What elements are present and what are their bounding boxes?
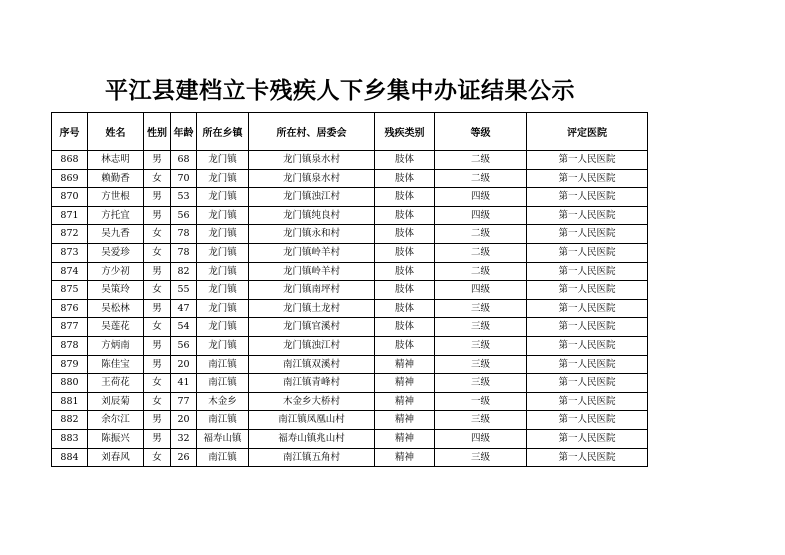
village-cell: 龙门镇浊江村 (249, 336, 375, 355)
disability-type-cell: 肢体 (375, 188, 435, 207)
serial-cell: 884 (52, 448, 88, 467)
disability-type-cell: 肢体 (375, 243, 435, 262)
serial-cell: 868 (52, 151, 88, 170)
hospital-cell: 第一人民医院 (527, 318, 648, 337)
grade-cell: 二级 (435, 262, 527, 281)
grade-cell: 三级 (435, 448, 527, 467)
age-cell: 78 (171, 243, 197, 262)
table-row (52, 411, 648, 430)
age-cell: 53 (171, 188, 197, 207)
hospital-cell: 第一人民医院 (527, 151, 648, 170)
disability-type-cell: 肢体 (375, 299, 435, 318)
serial-cell: 883 (52, 429, 88, 448)
hospital-cell: 第一人民医院 (527, 392, 648, 411)
grade-cell: 四级 (435, 281, 527, 300)
column-header-disability-type: 残疾类别 (375, 113, 435, 151)
age-cell: 78 (171, 225, 197, 244)
gender-cell: 女 (144, 392, 171, 411)
township-cell: 龙门镇 (197, 243, 249, 262)
serial-cell: 873 (52, 243, 88, 262)
hospital-cell: 第一人民医院 (527, 243, 648, 262)
disability-type-cell: 肢体 (375, 169, 435, 188)
table-row (52, 318, 648, 337)
township-cell: 南江镇 (197, 448, 249, 467)
hospital-cell: 第一人民医院 (527, 281, 648, 300)
township-cell: 龙门镇 (197, 151, 249, 170)
township-cell: 福寿山镇 (197, 429, 249, 448)
disability-type-cell: 肢体 (375, 225, 435, 244)
grade-cell: 三级 (435, 355, 527, 374)
table-body (52, 151, 648, 467)
name-cell: 赖勤香 (88, 169, 144, 188)
disability-type-cell: 肢体 (375, 262, 435, 281)
village-cell: 龙门镇泉水村 (249, 151, 375, 170)
gender-cell: 男 (144, 262, 171, 281)
age-cell: 56 (171, 206, 197, 225)
page-title: 平江县建档立卡残疾人下乡集中办证结果公示 (105, 78, 575, 104)
disability-type-cell: 精神 (375, 429, 435, 448)
column-header-grade: 等级 (435, 113, 527, 151)
age-cell: 26 (171, 448, 197, 467)
age-cell: 41 (171, 374, 197, 393)
name-cell: 王荷花 (88, 374, 144, 393)
township-cell: 龙门镇 (197, 225, 249, 244)
column-header-gender: 性别 (144, 113, 171, 151)
township-cell: 龙门镇 (197, 188, 249, 207)
name-cell: 方世根 (88, 188, 144, 207)
grade-cell: 二级 (435, 151, 527, 170)
table-row (52, 188, 648, 207)
hospital-cell: 第一人民医院 (527, 299, 648, 318)
gender-cell: 女 (144, 243, 171, 262)
gender-cell: 男 (144, 336, 171, 355)
gender-cell: 男 (144, 188, 171, 207)
village-cell: 龙门镇纯良村 (249, 206, 375, 225)
hospital-cell: 第一人民医院 (527, 429, 648, 448)
table-row (52, 169, 648, 188)
hospital-cell: 第一人民医院 (527, 355, 648, 374)
age-cell: 54 (171, 318, 197, 337)
name-cell: 吴莲花 (88, 318, 144, 337)
village-cell: 龙门镇岭羊村 (249, 243, 375, 262)
serial-cell: 878 (52, 336, 88, 355)
column-header-name: 姓名 (88, 113, 144, 151)
gender-cell: 女 (144, 169, 171, 188)
hospital-cell: 第一人民医院 (527, 188, 648, 207)
table-row (52, 336, 648, 355)
table-row (52, 355, 648, 374)
table-row (52, 299, 648, 318)
grade-cell: 二级 (435, 225, 527, 244)
grade-cell: 四级 (435, 429, 527, 448)
age-cell: 20 (171, 355, 197, 374)
village-cell: 龙门镇土龙村 (249, 299, 375, 318)
township-cell: 南江镇 (197, 411, 249, 430)
serial-cell: 876 (52, 299, 88, 318)
township-cell: 龙门镇 (197, 206, 249, 225)
table-row (52, 262, 648, 281)
grade-cell: 一级 (435, 392, 527, 411)
gender-cell: 女 (144, 374, 171, 393)
hospital-cell: 第一人民医院 (527, 206, 648, 225)
table-row (52, 243, 648, 262)
table-row (52, 281, 648, 300)
gender-cell: 男 (144, 355, 171, 374)
table-row (52, 392, 648, 411)
serial-cell: 869 (52, 169, 88, 188)
grade-cell: 三级 (435, 411, 527, 430)
age-cell: 77 (171, 392, 197, 411)
township-cell: 南江镇 (197, 374, 249, 393)
gender-cell: 男 (144, 411, 171, 430)
name-cell: 吴松林 (88, 299, 144, 318)
name-cell: 吴九香 (88, 225, 144, 244)
disability-type-cell: 肢体 (375, 336, 435, 355)
gender-cell: 女 (144, 318, 171, 337)
village-cell: 福寿山镇兆山村 (249, 429, 375, 448)
gender-cell: 女 (144, 448, 171, 467)
table-row (52, 429, 648, 448)
village-cell: 南江镇五角村 (249, 448, 375, 467)
age-cell: 68 (171, 151, 197, 170)
disability-type-cell: 肢体 (375, 151, 435, 170)
name-cell: 吴爱珍 (88, 243, 144, 262)
grade-cell: 四级 (435, 206, 527, 225)
column-header-age: 年龄 (171, 113, 197, 151)
disability-type-cell: 肢体 (375, 206, 435, 225)
village-cell: 龙门镇浊江村 (249, 188, 375, 207)
column-header-township: 所在乡镇 (197, 113, 249, 151)
hospital-cell: 第一人民医院 (527, 169, 648, 188)
column-header-hospital: 评定医院 (527, 113, 648, 151)
township-cell: 龙门镇 (197, 262, 249, 281)
village-cell: 龙门镇泉水村 (249, 169, 375, 188)
gender-cell: 女 (144, 281, 171, 300)
disability-type-cell: 精神 (375, 374, 435, 393)
column-header-serial: 序号 (52, 113, 88, 151)
serial-cell: 882 (52, 411, 88, 430)
hospital-cell: 第一人民医院 (527, 225, 648, 244)
village-cell: 龙门镇南坪村 (249, 281, 375, 300)
serial-cell: 870 (52, 188, 88, 207)
gender-cell: 男 (144, 151, 171, 170)
age-cell: 32 (171, 429, 197, 448)
village-cell: 南江镇凤凰山村 (249, 411, 375, 430)
serial-cell: 872 (52, 225, 88, 244)
serial-cell: 874 (52, 262, 88, 281)
age-cell: 20 (171, 411, 197, 430)
table-header-row (52, 113, 648, 151)
village-cell: 龙门镇岭羊村 (249, 262, 375, 281)
serial-cell: 871 (52, 206, 88, 225)
village-cell: 南江镇青峰村 (249, 374, 375, 393)
gender-cell: 男 (144, 429, 171, 448)
village-cell: 龙门镇官溪村 (249, 318, 375, 337)
township-cell: 龙门镇 (197, 336, 249, 355)
disability-type-cell: 精神 (375, 411, 435, 430)
table-row (52, 374, 648, 393)
results-table (51, 112, 648, 467)
age-cell: 56 (171, 336, 197, 355)
township-cell: 龙门镇 (197, 169, 249, 188)
disability-type-cell: 精神 (375, 355, 435, 374)
name-cell: 陈佳宝 (88, 355, 144, 374)
name-cell: 方炳南 (88, 336, 144, 355)
serial-cell: 875 (52, 281, 88, 300)
gender-cell: 男 (144, 206, 171, 225)
name-cell: 刘春风 (88, 448, 144, 467)
grade-cell: 四级 (435, 188, 527, 207)
name-cell: 方少初 (88, 262, 144, 281)
township-cell: 木金乡 (197, 392, 249, 411)
village-cell: 南江镇双溪村 (249, 355, 375, 374)
name-cell: 林志明 (88, 151, 144, 170)
age-cell: 55 (171, 281, 197, 300)
grade-cell: 三级 (435, 318, 527, 337)
name-cell: 吴策玲 (88, 281, 144, 300)
township-cell: 南江镇 (197, 355, 249, 374)
age-cell: 82 (171, 262, 197, 281)
serial-cell: 877 (52, 318, 88, 337)
name-cell: 陈振兴 (88, 429, 144, 448)
grade-cell: 二级 (435, 169, 527, 188)
hospital-cell: 第一人民医院 (527, 374, 648, 393)
hospital-cell: 第一人民医院 (527, 336, 648, 355)
serial-cell: 881 (52, 392, 88, 411)
village-cell: 龙门镇永和村 (249, 225, 375, 244)
disability-type-cell: 精神 (375, 392, 435, 411)
name-cell: 余尔江 (88, 411, 144, 430)
age-cell: 47 (171, 299, 197, 318)
table-row (52, 448, 648, 467)
grade-cell: 三级 (435, 374, 527, 393)
village-cell: 木金乡大桥村 (249, 392, 375, 411)
hospital-cell: 第一人民医院 (527, 411, 648, 430)
grade-cell: 三级 (435, 299, 527, 318)
name-cell: 刘辰菊 (88, 392, 144, 411)
gender-cell: 女 (144, 225, 171, 244)
gender-cell: 男 (144, 299, 171, 318)
township-cell: 龙门镇 (197, 318, 249, 337)
grade-cell: 二级 (435, 243, 527, 262)
hospital-cell: 第一人民医院 (527, 262, 648, 281)
township-cell: 龙门镇 (197, 281, 249, 300)
township-cell: 龙门镇 (197, 299, 249, 318)
age-cell: 70 (171, 169, 197, 188)
table-row (52, 206, 648, 225)
serial-cell: 880 (52, 374, 88, 393)
grade-cell: 三级 (435, 336, 527, 355)
column-header-village: 所在村、居委会 (249, 113, 375, 151)
table-row (52, 151, 648, 170)
hospital-cell: 第一人民医院 (527, 448, 648, 467)
name-cell: 方托宜 (88, 206, 144, 225)
disability-type-cell: 肢体 (375, 281, 435, 300)
table-row (52, 225, 648, 244)
disability-type-cell: 肢体 (375, 318, 435, 337)
serial-cell: 879 (52, 355, 88, 374)
disability-type-cell: 精神 (375, 448, 435, 467)
